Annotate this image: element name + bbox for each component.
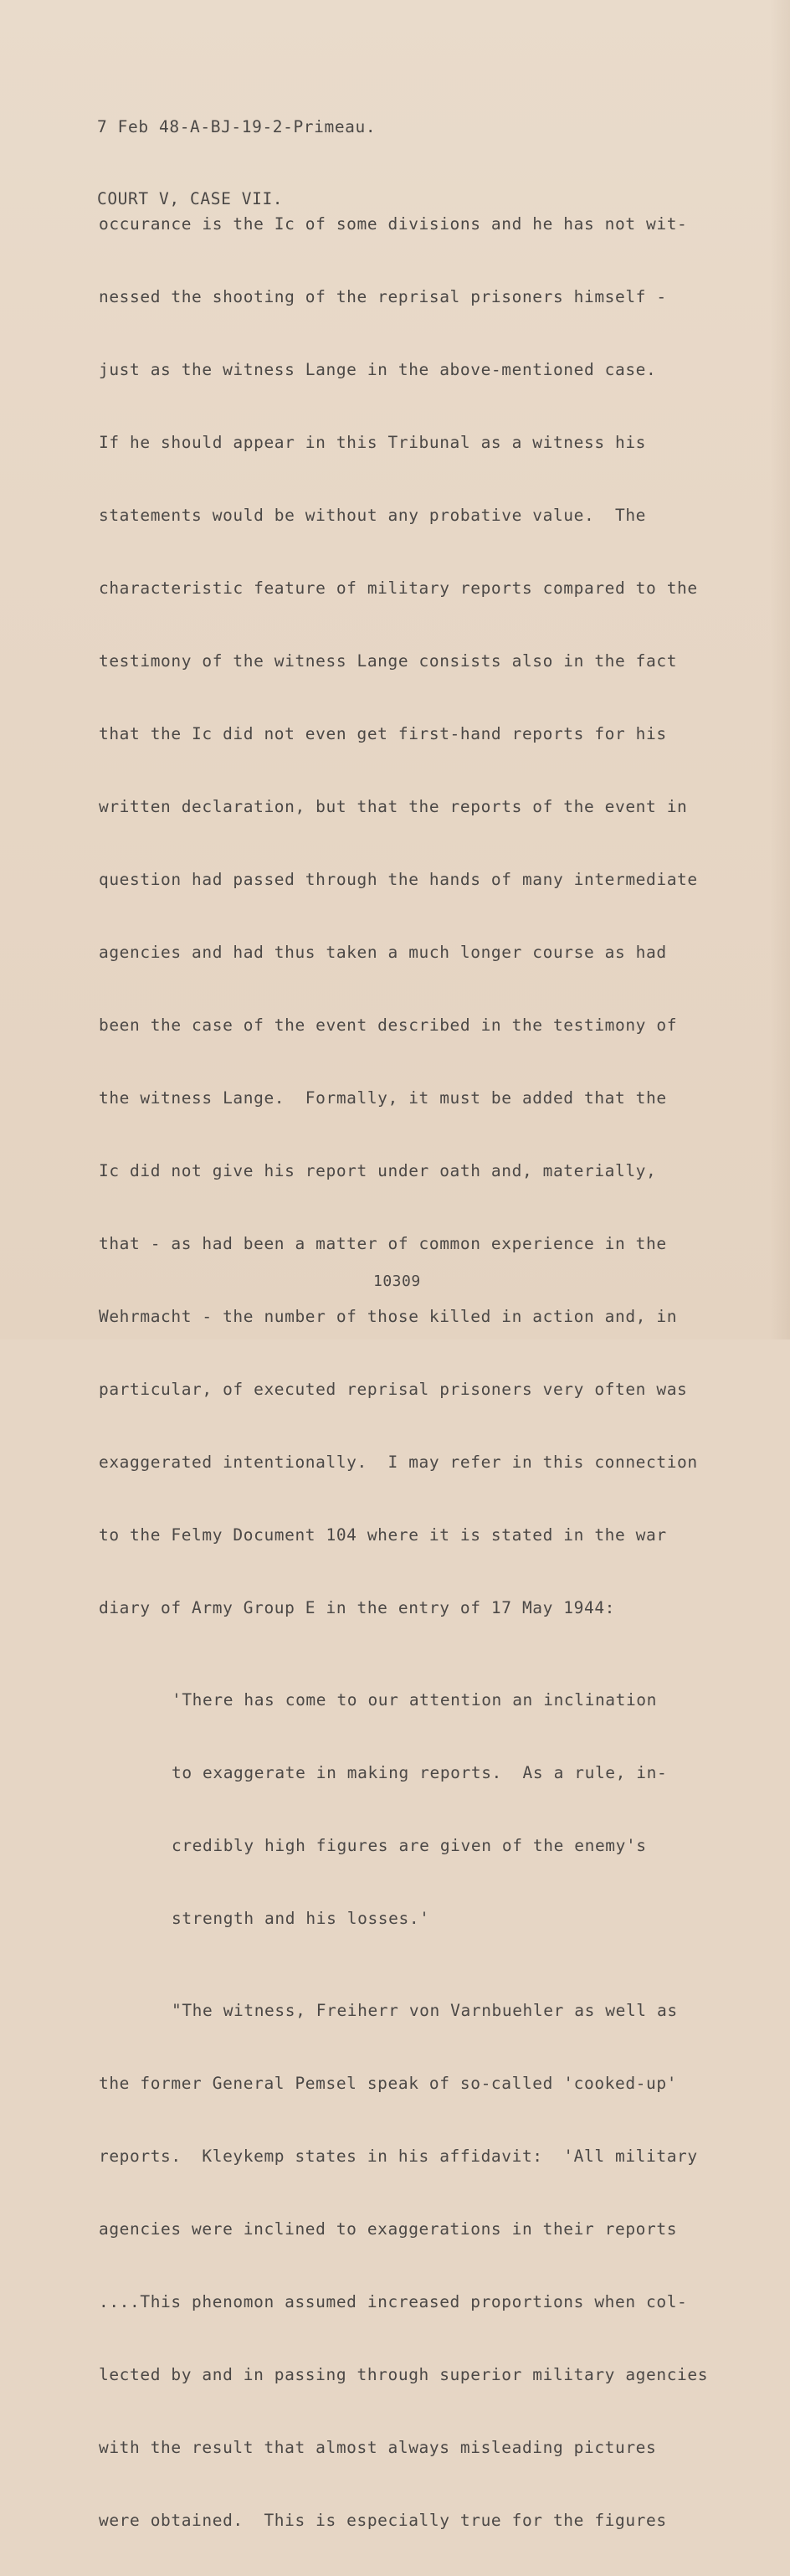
body-line: the witness Lange. Formally, it must be added that the [99,1088,667,1108]
transcript-body [99,168,708,2576]
continuation-line: "The witness, Freiherr von Varnbuehler as well as [172,2001,678,2020]
continuation-line: lected by and in passing through superior military agencies [99,2365,709,2384]
body-line: question had passed through the hands of many intermediate [99,870,698,889]
continuation-line: the former General Pemsel speak of so-called 'cooked-up' [99,2074,678,2093]
continuation-line: agencies were inclined to exaggerations in their reports [99,2219,678,2239]
quote-line: strength and his losses.' [172,1909,430,1928]
continuation-line: were obtained. This is especially true for the figures [99,2511,667,2530]
body-line: Wehrmacht - the number of those killed in action and, in [99,1307,678,1326]
quote-line: credibly high figures are given of the enemy's [172,1836,647,1855]
body-line: that the Ic did not even get first-hand reports for his [99,724,667,743]
body-line: characteristic feature of military reports compared to the [99,578,698,598]
body-line: diary of Army Group E in the entry of 17 May 1944: [99,1598,615,1617]
quote-line: to exaggerate in making reports. As a rule, in- [172,1763,668,1782]
body-line: statements would be without any probative value. The [99,506,647,525]
body-line: that - as had been a matter of common experience in the [99,1234,667,1253]
body-line: If he should appear in this Tribunal as a witness his [99,433,647,452]
body-line: to the Felmy Document 104 where it is stated in the war [99,1525,667,1545]
header-court: COURT V, CASE VII. [97,189,284,208]
body-line: agencies and had thus taken a much longer course as had [99,943,667,962]
body-line: particular, of executed reprisal prisoners very often was [99,1380,688,1399]
body-line: just as the witness Lange in the above-mentioned case. [99,360,657,379]
body-line: Ic did not give his report under oath and, materially, [99,1161,657,1180]
header-reference: 7 Feb 48-A-BJ-19-2-Primeau. [97,117,377,136]
body-line: written declaration, but that the reports of the event in [99,797,688,816]
body-line: occurance is the Ic of some divisions and he has not wit- [99,214,688,234]
continuation-line: reports. Kleykemp states in his affidavit: 'All military [99,2147,698,2166]
page-number: 10309 [373,1273,421,1290]
body-line: testimony of the witness Lange consists also in the fact [99,651,678,671]
body-line: been the case of the event described in the testimony of [99,1015,678,1035]
body-line: nessed the shooting of the reprisal prisoners himself - [99,287,667,306]
quote-line: 'There has come to our attention an inclination [172,1690,657,1710]
continuation-line: ....This phenomon assumed increased proportions when col- [99,2292,688,2311]
body-line: exaggerated intentionally. I may refer in this connection [99,1453,698,1472]
continuation-line: with the result that almost always misleading pictures [99,2438,657,2457]
